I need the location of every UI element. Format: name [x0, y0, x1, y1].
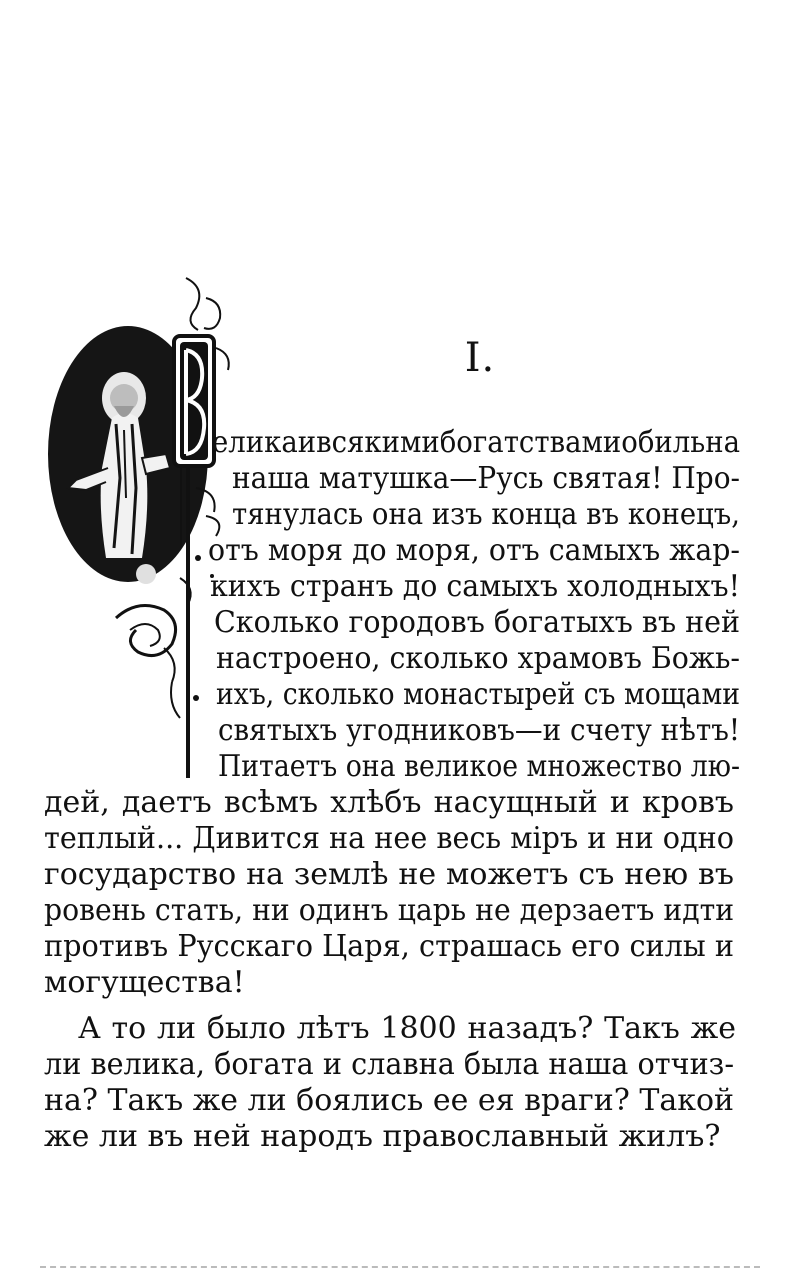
text-line: ровень стать, ни одинъ царь не дерзаетъ идти — [44, 893, 735, 928]
text-line: Питаетъ она великое множество лю- — [218, 749, 740, 784]
text-line: отъ моря до моря, отъ самыхъ жар- — [208, 533, 741, 568]
text-line: теплый... Дивится на нее весь міръ и ни одно — [44, 821, 734, 856]
text-line: тянулась она изъ конца въ конецъ, — [232, 497, 740, 532]
text-line: святыхъ угодниковъ—и счету нѣтъ! — [218, 713, 740, 748]
text-line: ли велика, богата и славна была наша отчиз- — [44, 1047, 735, 1082]
text-line: ихъ, сколько монастырей съ мощами — [216, 677, 740, 712]
text-line: наша матушка—Русь святая! Про- — [232, 461, 741, 496]
text-line: могущества! — [44, 965, 245, 1000]
text-line: Сколько городовъ богатыхъ въ ней — [214, 605, 741, 640]
text-line: дей, даетъ всѣмъ хлѣбъ насущный и кровъ — [44, 785, 734, 820]
text-line: еликаивсякимибогатствамиобильна — [212, 425, 741, 460]
page-edge-rule — [40, 1266, 760, 1268]
text-line: настроено, сколько храмовъ Божь- — [216, 641, 741, 676]
text-line: кихъ странъ до самыхъ холодныхъ! — [210, 569, 740, 604]
text-line: государство на землѣ не можетъ съ нею въ — [44, 857, 734, 892]
text-line: противъ Русскаго Царя, страшась его силы и — [44, 929, 734, 964]
text-line: же ли въ ней народъ православный жилъ? — [44, 1119, 721, 1154]
chapter-number: I. — [464, 335, 496, 381]
text-line: А то ли было лѣтъ 1800 назадъ? Такъ же — [78, 1011, 736, 1046]
text-line: на? Такъ же ли боялись ее ея враги? Такой — [44, 1083, 735, 1118]
